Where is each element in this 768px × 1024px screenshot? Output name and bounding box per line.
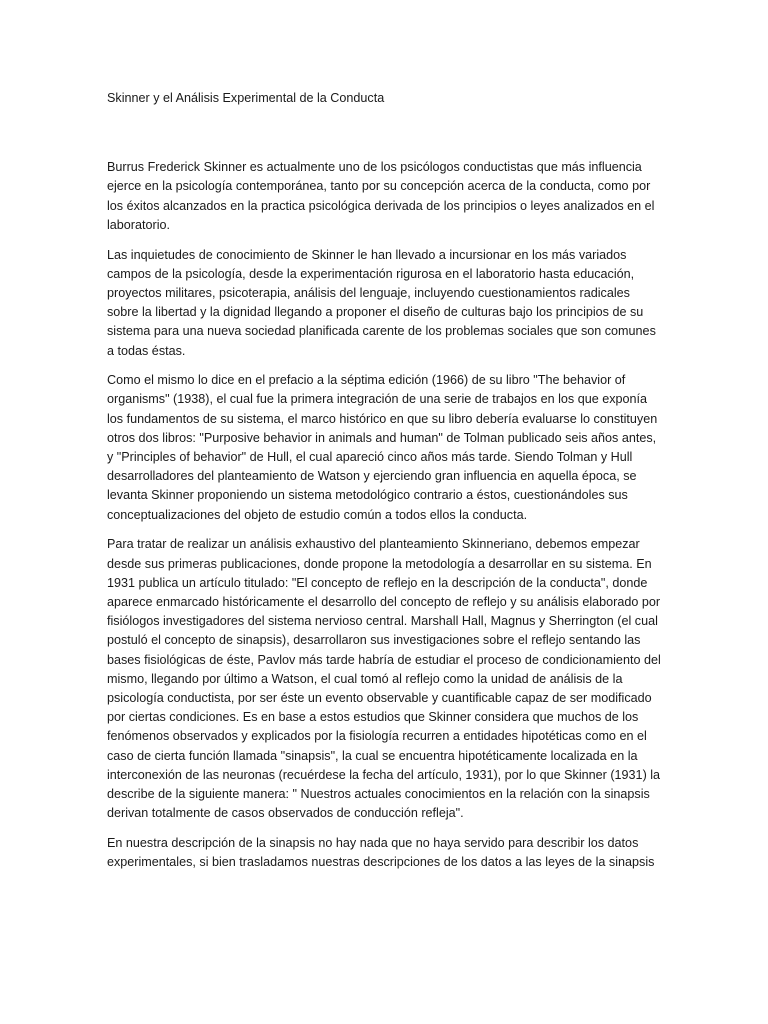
paragraph: Para tratar de realizar un análisis exhaustivo del planteamiento Skinneriano, debemos empezar desde sus primeras publicaciones, donde propone la metodología a desarrollar en su sistema. En 1931 publica un artículo titulado: "El concepto de reflejo en la descripción de la conducta", donde aparece enmarcado históricamente el desarrollo del concepto de reflejo y su análisis elaborado por fisiólogos investigadores del sistema nervioso central. Marshall Hall, Magnus y Sherrington (el cual postuló el concepto de sinapsis), desarrollaron sus investigaciones sobre el reflejo sentando las bases fisiológicas de éste, Pavlov más tarde habría de estudiar el proceso de condicionamiento del mismo, llegando por último a Watson, el cual tomó al reflejo como la unidad de análisis de la psicología conductista, por ser éste un evento observable y cuantificable capaz de ser modificado por ciertas condiciones. Es en base a estos estudios que Skinner considera que muchos de los fenómenos observados y explicados por la fisiología recurren a entidades hipotéticas como en el caso de cierta función llamada "sinapsis", la cual se encuentra hipotéticamente localizada en la interconexión de las neuronas (recuérdese la fecha del artículo, 1931), por lo que Skinner (1931) la describe de la siguiente manera: " Nuestros actuales conocimientos en la relación con la sinapsis derivan totalmente de casos observados de conducción refleja". (107, 537, 661, 821)
paragraph: En nuestra descripción de la sinapsis no hay nada que no haya servido para describir los datos experimentales, si bien trasladamos nuestras descripciones de los datos a las leyes de la sinapsis (107, 835, 655, 870)
document-title: Skinner y el Análisis Experimental de la Conducta (107, 91, 385, 105)
document-page (107, 89, 663, 883)
paragraph: Como el mismo lo dice en el prefacio a la séptima edición (1966) de su libro "The behavior of organisms" (1938), el cual fue la primera integración de una serie de trabajos en los que exponía los fundamentos de su sistema, el marco histórico en que su libro debería evaluarse lo constituyen otros dos libros: "Purposive behavior in animals and human" de Tolman publicado seis años antes, y "Principles of behavior" de Hull, el cual apareció cinco años más tarde. Siendo Tolman y Hull desarrolladores del planteamiento de Watson y ejerciendo gran influencia en aquella época, se levanta Skinner proponiendo un sistema metodológico contrario a éstos, cuestionándoles sus conceptualizaciones del objeto de estudio común a todos ellos la conducta. (107, 373, 658, 522)
paragraph: Burrus Frederick Skinner es actualmente uno de los psicólogos conductistas que más influencia ejerce en la psicología contemporánea, tanto por su concepción acerca de la conducta, como por los éxitos alcanzados en la practica psicológica derivada de los principios o leyes analizados en el laboratorio. (107, 160, 655, 232)
paragraph: Las inquietudes de conocimiento de Skinner le han llevado a incursionar en los más variados campos de la psicología, desde la experimentación rigurosa en el laboratorio hasta educación, proyectos militares, psicoterapia, análisis del lenguaje, incluyendo cuestionamientos radicales sobre la libertad y la dignidad llegando a proponer el diseño de culturas bajo los principios de su sistema para una nueva sociedad planificada carente de los problemas sociales que son comunes a todas éstas. (107, 247, 656, 358)
